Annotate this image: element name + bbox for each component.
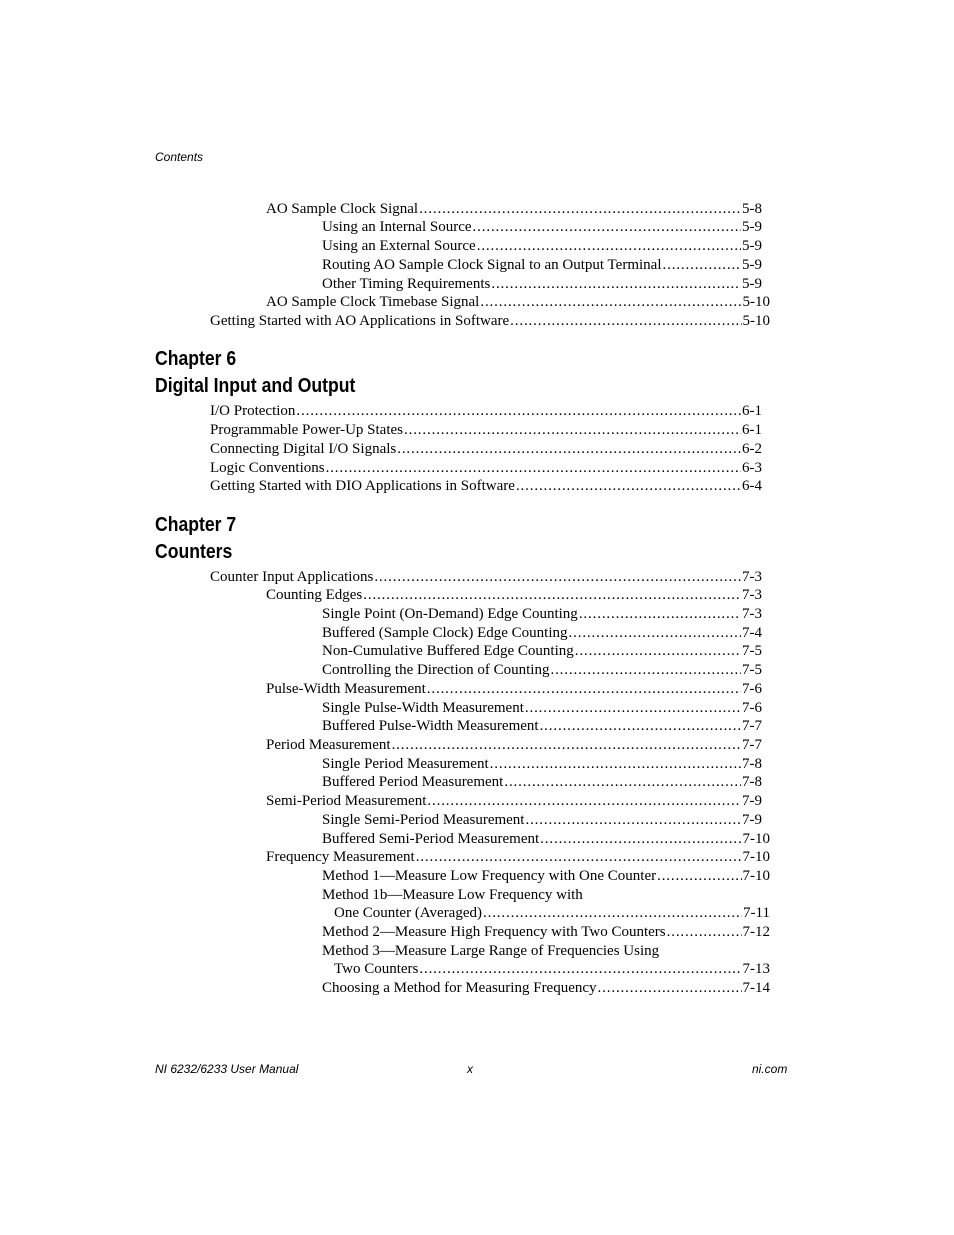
dot-leader xyxy=(419,200,741,219)
toc-entry[interactable] xyxy=(210,440,762,459)
dot-leader xyxy=(480,293,741,312)
toc-entry-page: 7-13 xyxy=(742,961,770,977)
chapter-6-title: Digital Input and Output xyxy=(155,375,356,397)
toc-entry-page: 7-9 xyxy=(742,793,762,809)
toc-entry-title: Single Pulse-Width Measurement xyxy=(322,700,524,716)
toc-entry[interactable] xyxy=(210,459,762,478)
toc-entry-page: 6-1 xyxy=(742,403,762,419)
toc-entry-page: 7-9 xyxy=(742,812,762,828)
footer-manual-title: NI 6232/6233 User Manual xyxy=(155,1062,299,1076)
toc-entry[interactable] xyxy=(322,717,762,736)
toc-entry-page: 7-6 xyxy=(742,681,762,697)
toc-entry-title: Other Timing Requirements xyxy=(322,276,491,292)
toc-entry-page: 7-10 xyxy=(742,849,770,865)
dot-leader xyxy=(569,624,741,643)
toc-entry-title: One Counter (Averaged) xyxy=(334,905,482,921)
footer-website: ni.com xyxy=(752,1062,788,1076)
dot-leader xyxy=(490,755,741,774)
toc-entry-page: 7-4 xyxy=(742,625,762,641)
toc-entry-title: Buffered Semi-Period Measurement xyxy=(322,831,540,847)
toc-entry[interactable] xyxy=(322,237,762,256)
toc-entry-page: 5-10 xyxy=(742,313,770,329)
toc-entry[interactable] xyxy=(322,811,762,830)
toc-entry[interactable] xyxy=(322,830,770,849)
dot-leader xyxy=(427,792,741,811)
dot-leader xyxy=(419,960,741,979)
dot-leader xyxy=(296,402,741,421)
toc-entry-title: Logic Conventions xyxy=(210,460,325,476)
dot-leader xyxy=(657,867,741,886)
toc-entry[interactable] xyxy=(266,792,762,811)
dot-leader xyxy=(575,642,741,661)
dot-leader xyxy=(397,440,741,459)
toc-entry-page: 5-9 xyxy=(742,257,762,273)
toc-entry-title: Buffered (Sample Clock) Edge Counting xyxy=(322,625,568,641)
toc-entry[interactable] xyxy=(322,923,770,942)
toc-entry[interactable] xyxy=(210,477,762,496)
toc-entry-page: 6-3 xyxy=(742,460,762,476)
chapter-7-number: Chapter 7 xyxy=(155,514,237,536)
toc-entry-title: AO Sample Clock Signal xyxy=(266,201,419,217)
toc-entry-title: Programmable Power-Up States xyxy=(210,422,403,438)
dot-leader xyxy=(579,605,741,624)
toc-entry[interactable] xyxy=(210,568,762,587)
toc-entry[interactable] xyxy=(322,605,762,624)
dot-leader xyxy=(510,312,741,331)
toc-entry-page: 5-9 xyxy=(742,219,762,235)
toc-entry-page: 6-2 xyxy=(742,441,762,457)
toc-entry-page: 7-6 xyxy=(742,700,762,716)
toc-entry[interactable] xyxy=(322,699,762,718)
toc-entry-page: 5-9 xyxy=(742,276,762,292)
toc-entry-title: AO Sample Clock Timebase Signal xyxy=(266,294,480,310)
toc-entry[interactable] xyxy=(266,200,762,219)
toc-entry[interactable] xyxy=(266,680,762,699)
toc-entry-page: 7-5 xyxy=(742,662,762,678)
toc-entry[interactable] xyxy=(210,421,762,440)
toc-entry-title: Semi-Period Measurement xyxy=(266,793,427,809)
toc-entry-page: 7-14 xyxy=(742,980,770,996)
toc-entry-page: 6-4 xyxy=(742,478,762,494)
dot-leader xyxy=(598,979,742,998)
dot-leader xyxy=(663,256,742,275)
toc-entry[interactable] xyxy=(322,661,762,680)
dot-leader xyxy=(416,848,742,867)
toc-entry-title: Getting Started with DIO Applications in Software xyxy=(210,478,515,494)
toc-entry-title: Buffered Pulse-Width Measurement xyxy=(322,718,539,734)
dot-leader xyxy=(540,717,741,736)
toc-entry-title: Choosing a Method for Measuring Frequency xyxy=(322,980,597,996)
toc-entry-title: Counting Edges xyxy=(266,587,363,603)
dot-leader xyxy=(374,568,741,587)
toc-entry-title: Single Semi-Period Measurement xyxy=(322,812,525,828)
dot-leader xyxy=(491,275,741,294)
toc-entry[interactable] xyxy=(334,904,770,923)
toc-entry-page: 7-8 xyxy=(742,756,762,772)
toc-entry[interactable] xyxy=(322,218,762,237)
toc-entry-page: 7-8 xyxy=(742,774,762,790)
dot-leader xyxy=(525,699,741,718)
toc-entry-page: 7-12 xyxy=(742,924,770,940)
toc-entry-page: 5-8 xyxy=(742,201,762,217)
toc-entry-title: Getting Started with AO Applications in Software xyxy=(210,313,510,329)
toc-entry-page: 7-5 xyxy=(742,643,762,659)
footer-page-number: x xyxy=(467,1062,473,1076)
toc-entry-page: 7-3 xyxy=(742,569,762,585)
toc-entry-page: 7-7 xyxy=(742,718,762,734)
toc-entry-title: Counter Input Applications xyxy=(210,569,374,585)
toc-entry-page: 5-9 xyxy=(742,238,762,254)
dot-leader xyxy=(473,218,741,237)
dot-leader xyxy=(326,459,741,478)
toc-entry-title: Pulse-Width Measurement xyxy=(266,681,426,697)
toc-entry-title: Connecting Digital I/O Signals xyxy=(210,441,397,457)
toc-entry[interactable] xyxy=(266,293,770,312)
toc-entry[interactable] xyxy=(266,586,762,605)
toc-entry-title: Routing AO Sample Clock Signal to an Output Terminal xyxy=(322,257,662,273)
toc-entry-page: 7-3 xyxy=(742,606,762,622)
toc-entry-page: 7-10 xyxy=(742,868,770,884)
dot-leader xyxy=(427,680,741,699)
dot-leader xyxy=(392,736,741,755)
dot-leader xyxy=(483,904,742,923)
toc-entry-page: 7-11 xyxy=(743,905,770,921)
dot-leader xyxy=(516,477,741,496)
chapter-6-number: Chapter 6 xyxy=(155,348,237,370)
toc-entry-title: Single Point (On-Demand) Edge Counting xyxy=(322,606,578,622)
toc-entry[interactable] xyxy=(322,256,762,275)
toc-entry-title: Method 1—Measure Low Frequency with One Counter xyxy=(322,868,657,884)
toc-entry-title: Non-Cumulative Buffered Edge Counting xyxy=(322,643,574,659)
toc-entry-title: I/O Protection xyxy=(210,403,296,419)
toc-entry[interactable] xyxy=(322,867,770,886)
dot-leader xyxy=(540,830,741,849)
toc-entry[interactable] xyxy=(322,755,762,774)
toc-entry-title: Method 2—Measure High Frequency with Two Counters xyxy=(322,924,666,940)
toc-entry[interactable] xyxy=(210,402,762,421)
dot-leader xyxy=(504,773,741,792)
toc-entry[interactable] xyxy=(266,848,770,867)
toc-entry-page: 5-10 xyxy=(742,294,770,310)
toc-entry-title: Using an Internal Source xyxy=(322,219,472,235)
toc-entry-title: Period Measurement xyxy=(266,737,391,753)
toc-entry[interactable] xyxy=(322,624,762,643)
toc-entry-page: 7-3 xyxy=(742,587,762,603)
toc-entry-title: Frequency Measurement xyxy=(266,849,415,865)
toc-entry[interactable] xyxy=(334,960,770,979)
toc-entry[interactable] xyxy=(322,275,762,294)
dot-leader xyxy=(550,661,741,680)
dot-leader xyxy=(667,923,742,942)
dot-leader xyxy=(363,586,741,605)
dot-leader xyxy=(525,811,741,830)
toc-entry-title: Using an External Source xyxy=(322,238,476,254)
toc-entry-page: 7-7 xyxy=(742,737,762,753)
toc-entry-title[interactable]: Method 3—Measure Large Range of Frequencies Using xyxy=(322,943,660,959)
toc-entry-title[interactable]: Method 1b—Measure Low Frequency with xyxy=(322,887,583,903)
toc-entry[interactable] xyxy=(210,312,770,331)
chapter-7-title: Counters xyxy=(155,541,233,563)
toc-entry-title: Buffered Period Measurement xyxy=(322,774,504,790)
dot-leader xyxy=(477,237,741,256)
dot-leader xyxy=(404,421,741,440)
toc-entry[interactable] xyxy=(266,736,762,755)
toc-entry[interactable] xyxy=(322,773,762,792)
toc-entry-page: 7-10 xyxy=(742,831,770,847)
toc-entry-title: Controlling the Direction of Counting xyxy=(322,662,550,678)
toc-entry[interactable] xyxy=(322,979,770,998)
toc-entry-title: Single Period Measurement xyxy=(322,756,489,772)
toc-entry-title: Two Counters xyxy=(334,961,419,977)
running-head: Contents xyxy=(155,150,204,164)
toc-entry[interactable] xyxy=(322,642,762,661)
toc-entry-page: 6-1 xyxy=(742,422,762,438)
